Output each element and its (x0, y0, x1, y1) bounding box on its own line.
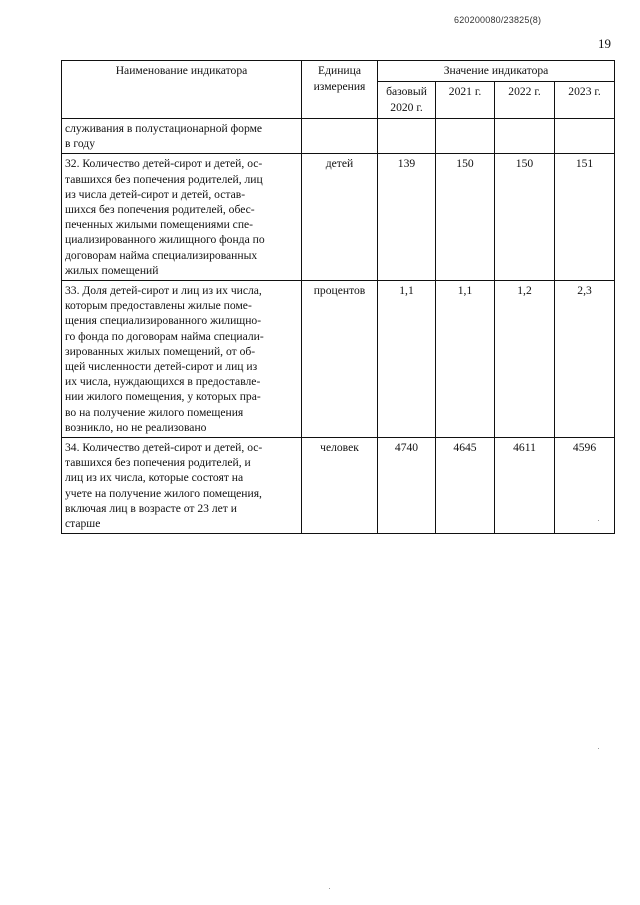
indicator-name-line: из числа детей-сирот и детей, остав- (65, 187, 246, 201)
scan-speck (329, 888, 330, 889)
table-row (62, 438, 615, 534)
page-number: 19 (598, 36, 611, 51)
indicator-name-line: служивания в полустационарной форме (65, 122, 263, 135)
unit-cell (302, 119, 378, 154)
value-cell-y2023: 4596 (555, 438, 615, 534)
indicator-name-line: тавшихся без попечения родителей, и (65, 456, 251, 470)
value-cell-base: 4740 (378, 438, 436, 534)
document-id: 620200080/23825(8) (454, 15, 542, 25)
value-cell-base (378, 119, 436, 154)
indicator-name-line: тавшихся без попечения родителей, лиц (65, 172, 263, 186)
indicator-name-line: в году (65, 137, 95, 151)
value-cell-y2022 (495, 119, 555, 154)
table-row (62, 119, 615, 154)
header-base-year: базовый 2020 г. (378, 82, 436, 119)
value-cell-base: 1,1 (378, 281, 436, 438)
indicator-name-line: 34. Количество детей-сирот и детей, ос- (65, 441, 263, 455)
table-row (62, 281, 615, 438)
indicator-name-cell (62, 281, 302, 438)
value-cell-y2022: 150 (495, 154, 555, 281)
indicator-name-line: циализированного жилищного фонда по (65, 233, 265, 247)
table-row (62, 154, 615, 281)
indicator-name-line: их числа, нуждающихся в предоставле- (65, 375, 261, 389)
header-year-2023: 2023 г. (555, 82, 615, 119)
indicator-name-cell (62, 119, 302, 154)
indicator-name-line: шихся без попечения родителей, обес- (65, 203, 255, 217)
indicator-name-line: включая лиц в возрасте от 23 лет и (65, 501, 237, 515)
scan-speck (598, 748, 599, 749)
header-indicator-name: Наименование индикатора (62, 61, 302, 119)
indicator-name-line: 33. Доля детей-сирот и лиц из их числа, (65, 284, 262, 298)
indicator-name-line: жилых помещений (65, 263, 159, 277)
header-year-2021: 2021 г. (436, 82, 495, 119)
unit-cell: детей (302, 154, 378, 281)
indicator-name-cell (62, 154, 302, 281)
header-year-2022: 2022 г. (495, 82, 555, 119)
value-cell-y2022: 4611 (495, 438, 555, 534)
value-cell-y2023: 2,3 (555, 281, 615, 438)
scan-speck (598, 520, 599, 521)
header-unit: Единица измерения (302, 61, 378, 119)
unit-cell: человек (302, 438, 378, 534)
value-cell-base: 139 (378, 154, 436, 281)
indicator-name-line: учете на получение жилого помещения, (65, 486, 262, 500)
indicator-name-line: щения специализированного жилищно- (65, 314, 262, 328)
value-cell-y2021 (436, 119, 495, 154)
value-cell-y2021: 150 (436, 154, 495, 281)
indicator-name-line: го фонда по договорам найма специали- (65, 329, 264, 343)
value-cell-y2023 (555, 119, 615, 154)
indicators-table (61, 60, 615, 534)
indicator-name-line: щей численности детей-сирот и лиц из (65, 360, 258, 374)
indicator-name-line: 32. Количество детей-сирот и детей, ос- (65, 157, 263, 171)
indicator-name-line: которым предоставлены жилые поме- (65, 299, 252, 313)
indicator-name-line: возникло, но не реализовано (65, 420, 207, 434)
value-cell-y2021: 4645 (436, 438, 495, 534)
indicator-name-line: договорам найма специализированных (65, 248, 258, 262)
unit-cell: процентов (302, 281, 378, 438)
indicator-name-line: нии жилого помещения, у которых пра- (65, 390, 261, 404)
value-cell-y2023: 151 (555, 154, 615, 281)
value-cell-y2021: 1,1 (436, 281, 495, 438)
indicator-name-line: лиц из их числа, которые состоят на (65, 471, 244, 485)
header-indicator-value: Значение индикатора (378, 61, 615, 82)
indicator-name-line: зированных жилых помещений, от об- (65, 344, 256, 358)
indicator-name-line: во на получение жилого помещения (65, 405, 244, 419)
indicator-name-line: старше (65, 517, 101, 531)
value-cell-y2022: 1,2 (495, 281, 555, 438)
indicator-name-cell (62, 438, 302, 534)
indicator-name-line: печенных жилыми помещениями спе- (65, 218, 254, 232)
